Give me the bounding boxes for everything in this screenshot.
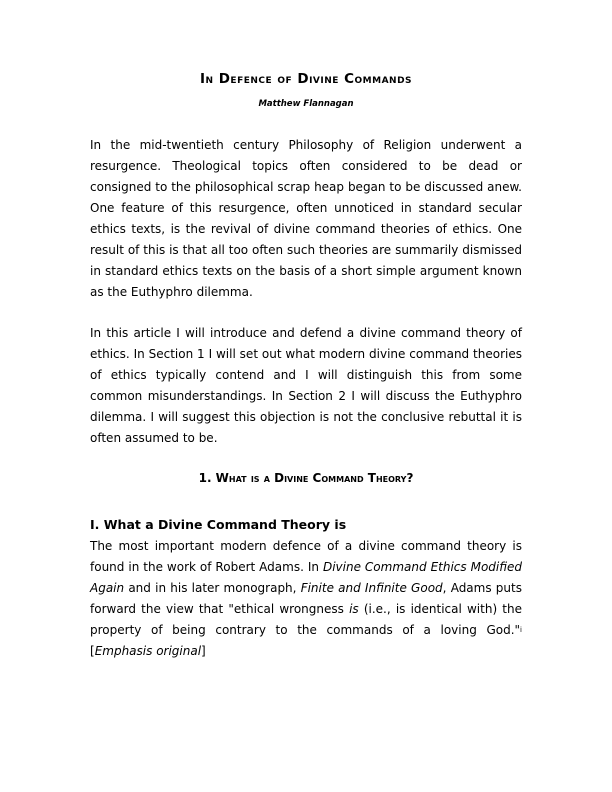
bracket-close: ] — [201, 644, 206, 658]
intro-paragraph-1: In the mid-twentieth century Philosophy of Religion underwent a resurgence. Theological topics often considered to be dead or consigned to the philosophical scrap heap began to be discussed anew. One feature of this resurgence, often unnoticed in standard secular ethics texts, is the revival of divine command theories of ethics. One result of this is that all too often such theories are summarily dismissed in standard ethics texts on the basis of a short simple argument known as the Euthyphro dilemma. — [90, 138, 522, 299]
p3-text-4: (i.e., is identical with) the property of being contrary to the commands of a loving God." — [90, 602, 522, 637]
bracket-open: [ — [90, 644, 95, 658]
section-1-heading: 1. What is a Divine Command Theory? — [198, 471, 414, 485]
work-title-divine-command-ethics: Divine Command Ethics Modified Again — [90, 560, 522, 595]
body-paragraph-3 — [90, 536, 522, 662]
work-title-finite-and-infinite-good: Finite and Infinite Good — [300, 581, 443, 595]
p3-text-3: , Adams puts forward the view that "ethical wrongness — [90, 581, 522, 616]
emphasis-original-note: Emphasis original — [94, 644, 202, 658]
document-title: In Defence of Divine Commands — [199, 71, 413, 87]
endnote-marker[interactable]: i — [520, 626, 522, 634]
p3-text-1: The most important modern defence of a divine command theory is found in the work of Robert Adams. In — [90, 539, 522, 574]
author-name: Matthew Flannagan — [258, 99, 354, 109]
subsection-heading: I. What a Divine Command Theory is — [90, 517, 347, 532]
emphasis-is: is — [349, 602, 359, 616]
intro-paragraph-2: In this article I will introduce and defend a divine command theory of ethics. In Section 1 I will set out what modern divine command theories of ethics typically contend and I will distinguish this from some common misunderstandings. In Section 2 I will discuss the Euthyphro dilemma. I will suggest this objection is not the conclusive rebuttal it is often assumed to be. — [90, 326, 522, 445]
p3-text-2: and in his later monograph, — [124, 581, 301, 595]
